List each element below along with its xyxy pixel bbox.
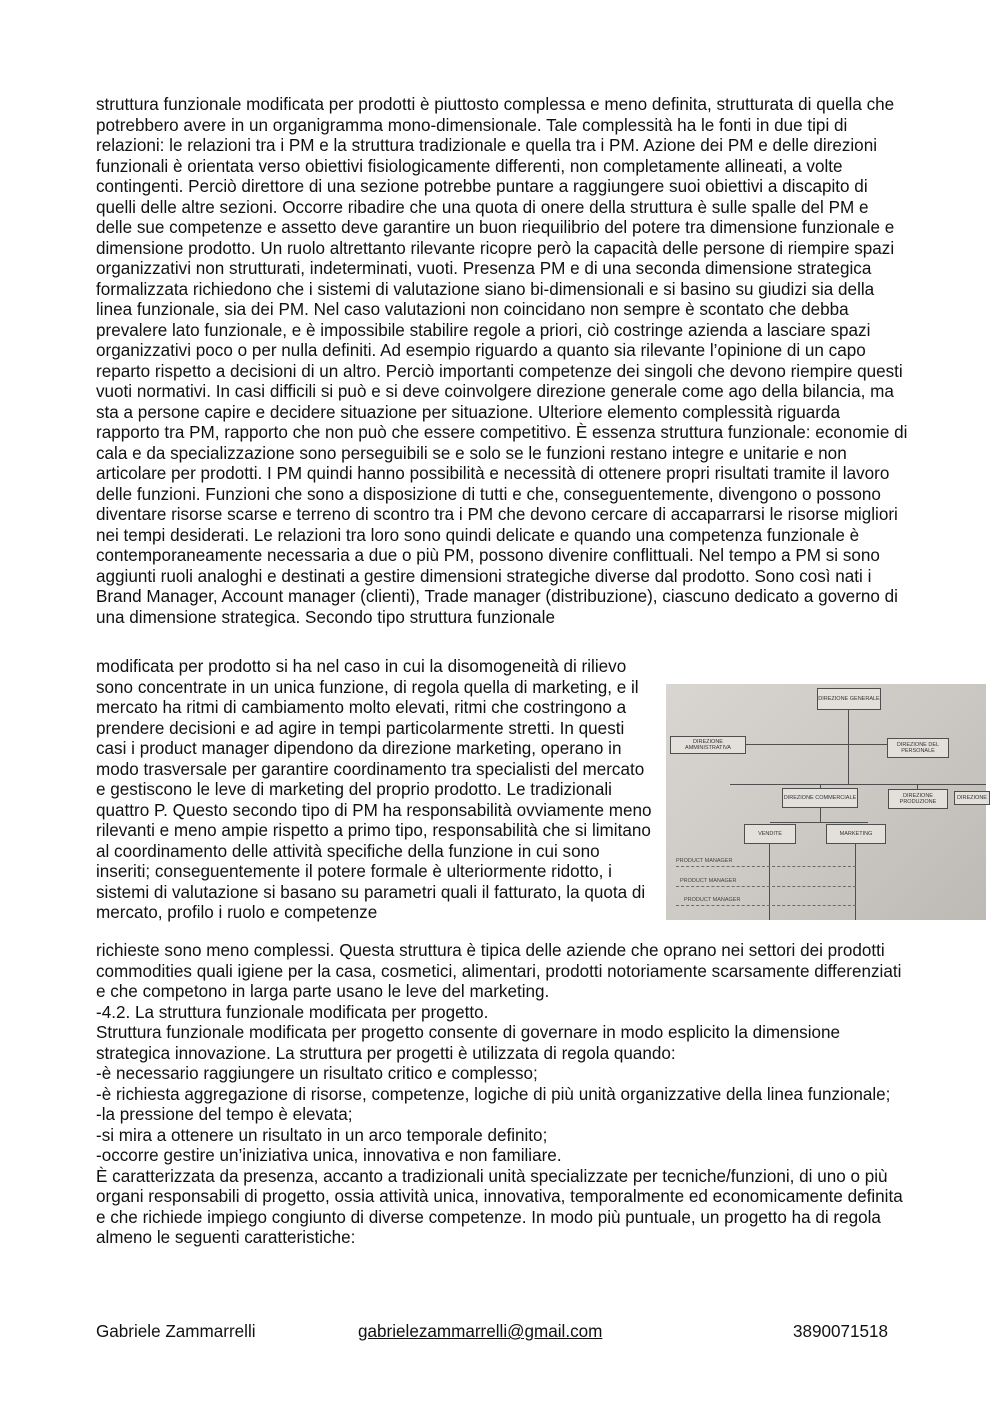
text-line: richieste sono meno complessi. Questa struttura è tipica delle aziende che oprano nei settori dei prodotti commodities quali igiene per la casa, cosmetici, alimentari, prodotti notoriamente scarsamente differenziati e che competono in larga parte usano le leve del marketing.: [96, 941, 902, 1001]
org-connector: [820, 808, 821, 822]
pm-line: [676, 886, 856, 887]
org-box-direzione-produzione: DIREZIONE PRODUZIONE: [888, 789, 948, 809]
bleed-text: [876, 688, 980, 694]
list-item: -occorre gestire un’iniziativa unica, innovativa e non familiare.: [96, 1146, 562, 1165]
org-box-direzione-commerciale: DIREZIONE COMMERCIALE: [782, 788, 858, 808]
list-item: -si mira a ottenere un risultato in un arco temporale definito;: [96, 1125, 548, 1145]
list-item: -è necessario raggiungere un risultato critico e complesso;: [96, 1064, 538, 1083]
footer-email-link[interactable]: gabrielezammarrelli@gmail.com: [358, 1322, 603, 1341]
org-box-vendite: VENDITE: [744, 824, 796, 844]
org-connector: [855, 844, 856, 920]
pm-label: PRODUCT MANAGER: [680, 878, 737, 884]
footer-phone: 3890071518: [793, 1322, 889, 1341]
paragraph-bottom: [96, 941, 908, 1249]
org-connector: [769, 844, 770, 920]
list-item: -la pressione del tempo è elevata;: [96, 1105, 353, 1124]
list-item: -è richiesta aggregazione di risorse, competenze, logiche di più unità organizzative della linea funzionale;: [96, 1084, 891, 1104]
footer-author-name: Gabriele Zammarrelli: [96, 1322, 256, 1341]
section-heading: -4.2. La struttura funzionale modificata per progetto.: [96, 1002, 489, 1022]
pm-label: PRODUCT MANAGER: [676, 858, 733, 864]
org-box-marketing: MARKETING: [826, 824, 886, 844]
org-box-right: DIREZIONE: [954, 791, 990, 805]
paragraph-top: struttura funzionale modificata per prodotti è piuttosto complessa e meno definita, strutturata di quella che potrebbero avere in un organigramma mono-dimensionale. Tale complessità ha le fonti in due tipi di relazioni: le relazioni tra i PM e la struttura tradizionale e quella tra i PM. Azione dei PM e delle direzioni funzionali è orientata verso obiettivi fisiologicamente differenti, non completamente allineati, a volte contingenti. Perciò direttore di una sezione potrebbe puntare a raggiungere suoi obiettivi a discapito di quelli delle altre sezioni. Occorre ribadire che una quota di onere della struttura è sulle spalle del PM e delle sue competenze e assetto deve garantire un buon riequilibrio del potere tra dimensione funzionale e dimensione prodotto. Un ruolo altrettanto rilevante ricopre però la capacità delle persone di riempire spazi organizzativi non strutturati, indeterminati, vuoti. Presenza PM e di una seconda dimensione strategica formalizzata richiedono che i sistemi di valutazione siano bi-dimensionali e si basino su giudizi sia della linea funzionale, sia dei PM. Nel caso valutazioni non coincidano non sempre è scontato che debba prevalere lato funzionale, e è impossibile stabilire regole a priori, ciò costringe azienda a lasciare spazi organizzativi poco o per nulla definiti. Ad esempio riguardo a quanto sia rilevante l’opinione di un capo reparto rispetto a decisioni di un altro. Perciò importanti competenze dei singoli che devono riempire questi vuoti normativi. In casi difficili si può e si deve coinvolgere direzione generale come ago della bilancia, ma sta a persone capire e decidere situazione per situazione. Ulteriore elemento complessità riguarda rapporto tra PM, rapporto che non può che essere competitivo. È essenza struttura funzionale: economie di cala e da specializzazione sono perseguibili se e solo se le funzioni restano integre e unitarie e non articolare per prodotti. I PM quindi hanno possibilità e necessità di ottenere propri risultati tramite il lavoro delle funzioni. Funzioni che sono a disposizione di tutti e che, conseguentemente, divengono o possono diventare risorse scarse e terreno di scontro tra i PM che devono cercare di accaparrarsi le risorse migliori nei tempi desiderati. Le relazioni tra loro sono quindi delicate e quando una competenza funzionale è contemporaneamente necessaria a due o più PM, possono divenire conflittuali. Nel tempo a PM si sono aggiunti ruoli analoghi e destinati a gestire dimensioni strategiche diverse dal prodotto. Sono così nati i Brand Manager, Account manager (clienti), Trade manager (distribuzione), ciascuno dedicato a governo di una dimensione strategica. Secondo tipo struttura funzionale: [96, 95, 908, 627]
org-box-direzione-amministrativa: DIREZIONE AMMINISTRATIVA: [670, 736, 746, 754]
org-box-direzione-generale: DIREZIONE GENERALE: [817, 688, 881, 710]
text-line: È caratterizzata da presenza, accanto a tradizionali unità specializzate per tecniche/funzioni, di uno o più organi responsabili di progetto, ossia attività unica, innovativa, temporalmente ed economicamente definita e che richiede impiego congiunto di diverse competenze. In modo più puntuale, un progetto ha di regola almeno le seguenti caratteristiche:: [96, 1166, 903, 1247]
org-connector: [730, 784, 986, 785]
document-page: [96, 0, 987, 1415]
org-box-direzione-personale: DIREZIONE DEL PERSONALE: [887, 738, 949, 758]
pm-line: [676, 866, 856, 867]
org-connector: [848, 710, 849, 784]
pm-line: [676, 905, 856, 906]
paragraph-wrapped: modificata per prodotto si ha nel caso in cui la disomogeneità di rilievo sono concentrate in un unica funzione, di regola quella di marketing, e il mercato ha ritmi di cambiamento molto elevati, ritmi che costringono a prendere decisioni e ad agire in tempi particolarmente stretti. In questi casi i product manager dipendono da direzione marketing, operano in modo trasversale per garantire coordinamento tra specialisti del mercato e gestiscono le leve di marketing del proprio prodotto. Le tradizionali quattro P. Questo secondo tipo di PM ha responsabilità ovviamente meno rilevanti e meno ampie rispetto a primo tipo, responsabilità che si limitano al coordinamento delle attività specifiche della funzione in cui sono inseriti; conseguentemente il potere formale è ulteriormente ridotto, i sistemi di valutazione si basano su parametri quali il fatturato, la quota di mercato, profilo i ruolo e competenze: [96, 657, 652, 922]
text-line: Struttura funzionale modificata per progetto consente di governare in modo esplicito la dimensione strategica innovazione. La struttura per progetti è utilizzata di regola quando:: [96, 1023, 841, 1063]
org-chart-photo: [666, 684, 986, 920]
pm-label: PRODUCT MANAGER: [684, 897, 741, 903]
